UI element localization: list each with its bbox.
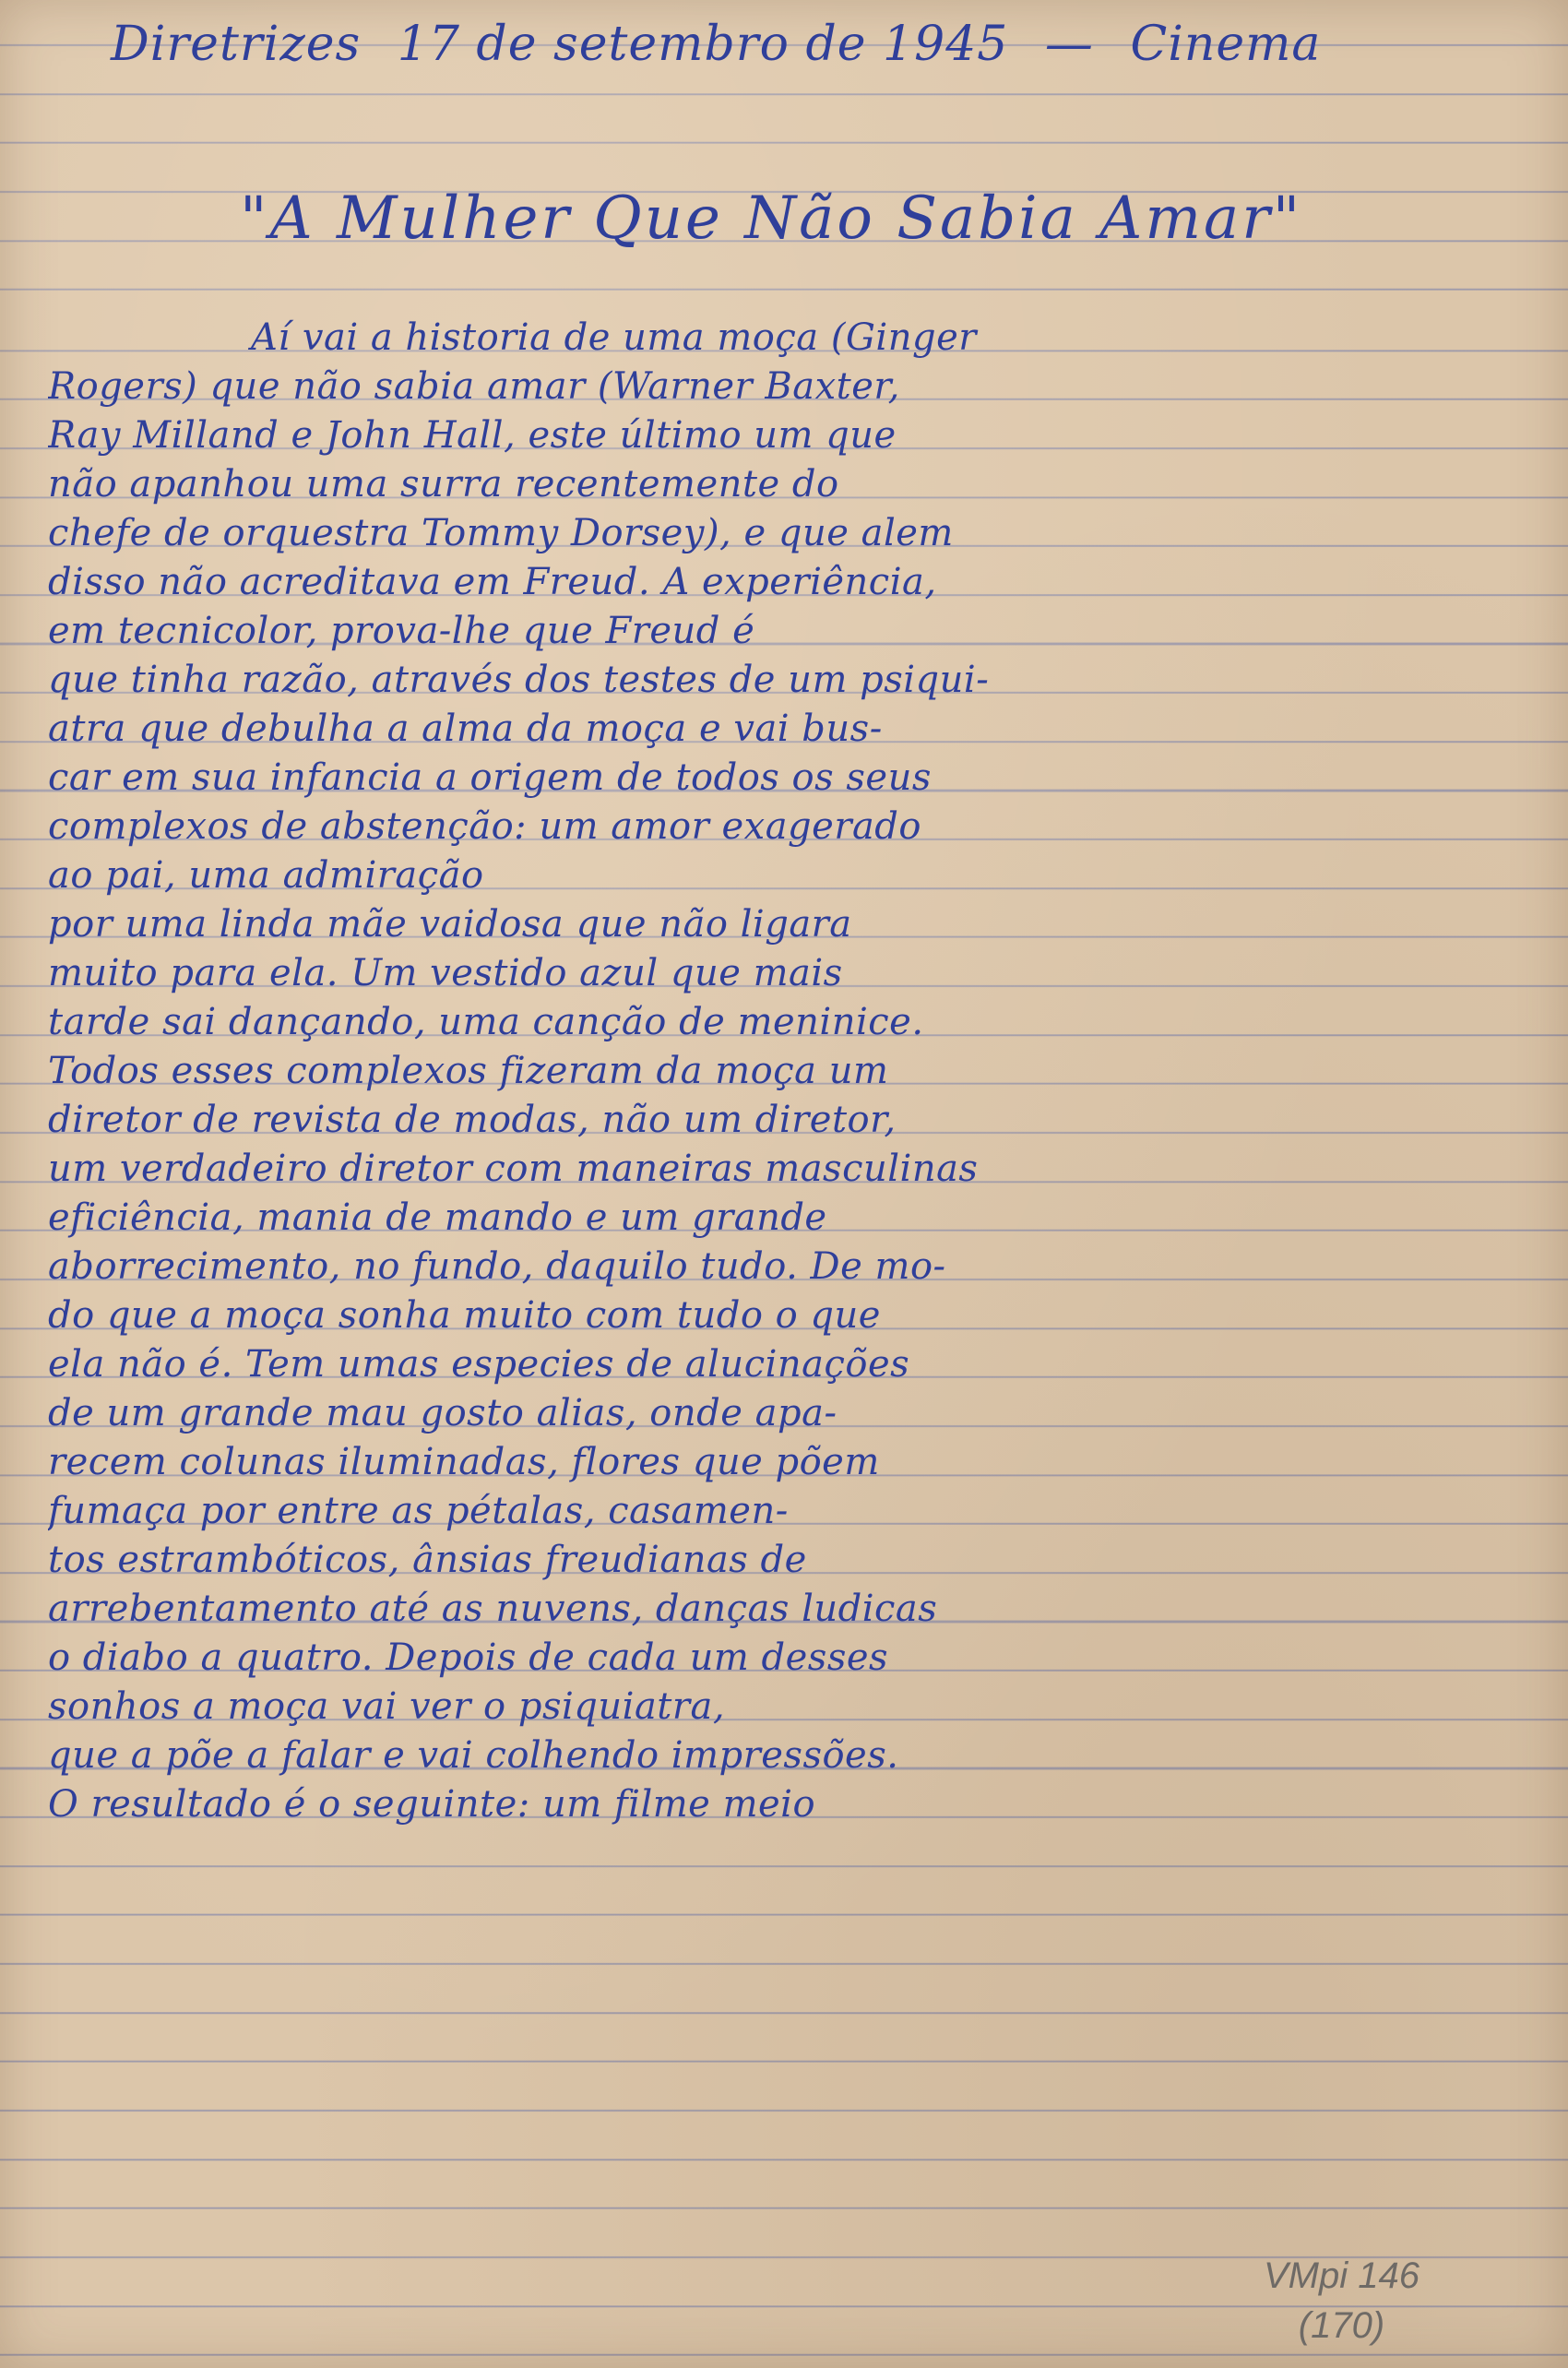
- archive-code: VMpi 146: [1264, 2255, 1420, 2296]
- body-line: Aí vai a historia de uma moça (Ginger: [251, 316, 977, 359]
- body-line: arrebentamento até as nuvens, danças ludicas: [48, 1588, 938, 1630]
- body-line: eficiência, mania de mando e um grande: [48, 1196, 827, 1239]
- body-line: Ray Milland e John Hall, este último um que: [48, 414, 897, 457]
- body-line: que a põe a falar e vai colhendo impressões.: [48, 1734, 899, 1777]
- header-section: Cinema: [1130, 17, 1322, 72]
- body-line: em tecnicolor, prova-lhe que Freud é: [48, 610, 755, 652]
- body-line: disso não acreditava em Freud. A experiência,: [48, 561, 937, 603]
- body-line: recem colunas iluminadas, flores que põem: [48, 1441, 880, 1483]
- header-place: Diretrizes: [111, 17, 362, 72]
- body-line: tarde sai dançando, uma canção de meninice.: [48, 1001, 924, 1043]
- archive-reference: [1264, 2251, 1420, 2350]
- page-header: [111, 17, 1341, 72]
- article-title: "A Mulher Que Não Sabia Amar": [240, 184, 1303, 253]
- body-line: diretor de revista de modas, não um diretor,: [48, 1099, 897, 1141]
- body-line: fumaça por entre as pétalas, casamen-: [48, 1490, 789, 1532]
- body-line: complexos de abstenção: um amor exagerado: [48, 805, 921, 848]
- article-body: [48, 314, 1524, 1829]
- body-line: Todos esses complexos fizeram da moça um: [48, 1050, 889, 1092]
- body-line: um verdadeiro diretor com maneiras masculinas: [48, 1148, 979, 1190]
- body-line: O resultado é o seguinte: um filme meio: [48, 1783, 816, 1826]
- body-line: Rogers) que não sabia amar (Warner Baxter,: [48, 365, 900, 408]
- body-line: por uma linda mãe vaidosa que não ligara: [48, 903, 852, 946]
- body-line: muito para ela. Um vestido azul que mais: [48, 952, 843, 994]
- body-line: chefe de orquestra Tommy Dorsey), e que alem: [48, 512, 954, 554]
- body-line: ao pai, uma admiração: [48, 854, 484, 897]
- header-date: 17 de setembro de 1945: [397, 17, 1009, 72]
- body-line: aborrecimento, no fundo, daquilo tudo. De mo-: [48, 1245, 946, 1288]
- archive-number: (170): [1298, 2305, 1385, 2346]
- body-line: sonhos a moça vai ver o psiquiatra,: [48, 1685, 726, 1728]
- body-line: de um grande mau gosto alias, onde apa-: [48, 1392, 837, 1434]
- body-line: ela não é. Tem umas especies de alucinações: [48, 1343, 910, 1386]
- body-line: o diabo a quatro. Depois de cada um desses: [48, 1636, 889, 1679]
- body-line: atra que debulha a alma da moça e vai bus-: [48, 708, 883, 750]
- body-line: car em sua infancia a origem de todos os seus: [48, 756, 932, 799]
- body-line: que tinha razão, através dos testes de um psiqui-: [48, 659, 990, 701]
- header-dash: —: [1044, 17, 1094, 72]
- body-line: tos estrambóticos, ânsias freudianas de: [48, 1539, 807, 1581]
- body-line: do que a moça sonha muito com tudo o que: [48, 1294, 881, 1337]
- body-line: não apanhou uma surra recentemente do: [48, 463, 839, 506]
